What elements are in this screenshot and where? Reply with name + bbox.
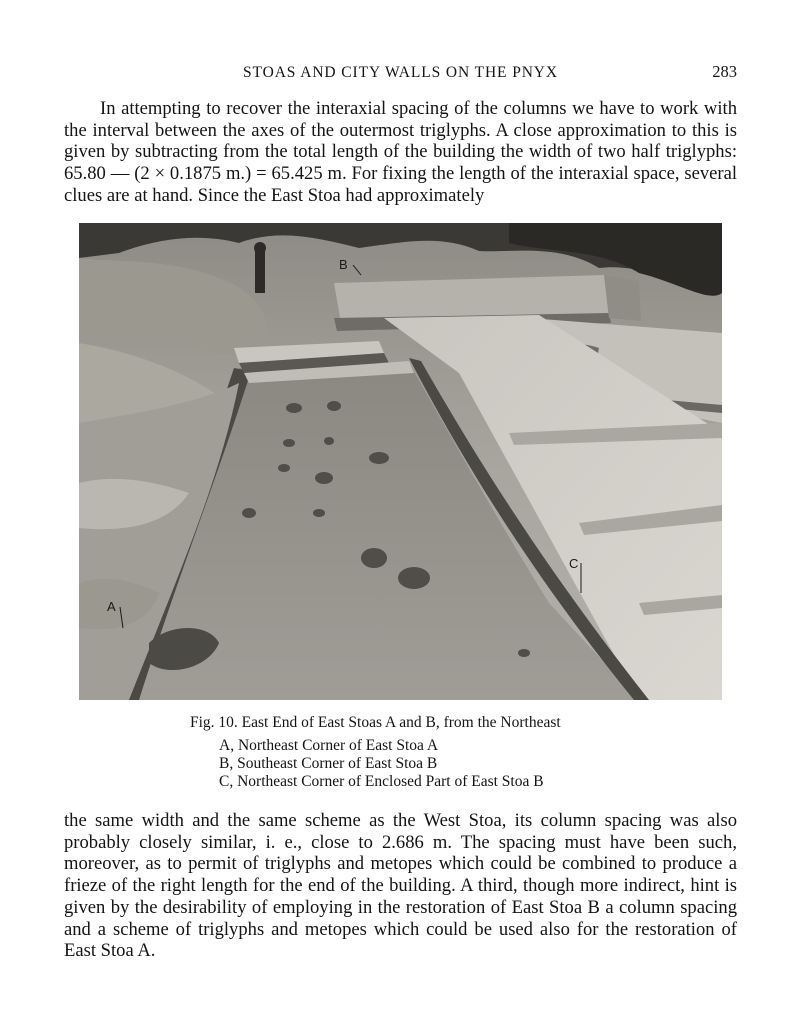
page-number: 283: [712, 62, 737, 81]
legend-item-a: A, Northeast Corner of East Stoa A: [219, 737, 439, 754]
photo-label-a: A: [107, 599, 116, 614]
figure-caption-legend: [219, 737, 739, 791]
photo-label-b: B: [339, 257, 348, 272]
running-head: [64, 62, 737, 86]
figure-photo: [79, 223, 722, 700]
photo-label-c: C: [569, 556, 579, 571]
legend-item-c: C, Northeast Corner of Enclosed Part of East Stoa B: [219, 773, 544, 790]
excavation-photo-illustration: [79, 223, 722, 700]
figure-caption-title: Fig. 10. East End of East Stoas A and B, from the Northeast: [190, 714, 561, 731]
body-paragraph-1: In attempting to recover the interaxial spacing of the columns we have to work with the interval between the axes of the outermost triglyphs. A close approximation to this is given by subtracting from the total length of the building the width of two half triglyphs: 65.80 — (2 × 0.1875 m.) = 65.425 m. For fixing the length of the interaxial space, several clues are at hand. Since the East Stoa had approximately: [64, 98, 737, 206]
body-paragraph-2: the same width and the same scheme as the West Stoa, its column spacing was also probably closely similar, i. e., close to 2.686 m. The spacing must have been such, moreover, as to permit of triglyphs and metopes which could be combined to produce a frieze of the right length for the end of the building. A third, though more indirect, hint is given by the desirability of employing in the restoration of East Stoa B a column spacing and a scheme of triglyphs and metopes which could be used also for the restoration of East Stoa A.: [64, 810, 737, 962]
legend-item-b: B, Southeast Corner of East Stoa B: [219, 755, 438, 772]
running-title: STOAS AND CITY WALLS ON THE PNYX: [243, 64, 558, 81]
